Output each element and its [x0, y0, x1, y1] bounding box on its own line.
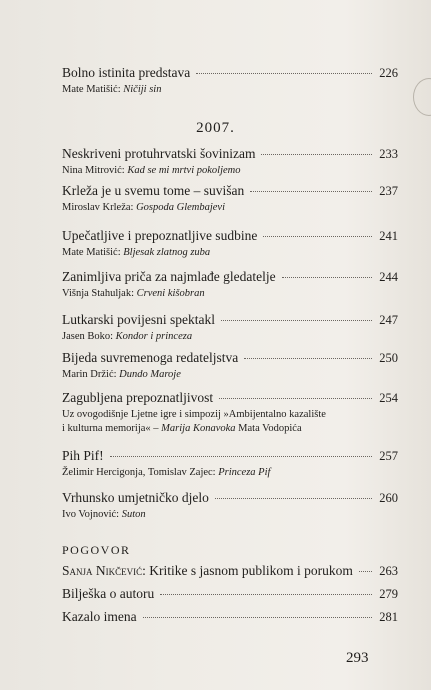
entry-work: Princeza Pif: [218, 467, 271, 478]
entry-subtitle: [62, 201, 398, 215]
entry-title: Bijeda suvremenoga redateljstva: [62, 350, 239, 365]
entry-author: Ivo Vojnović:: [62, 509, 120, 520]
year-heading: 2007.: [196, 120, 235, 136]
subtitle-text: Mata Vodopića: [235, 423, 302, 434]
toc-entry: [62, 183, 398, 215]
entry-subtitle: [62, 287, 398, 301]
entry-title: Zanimljiva priča za najmlađe gledatelje: [62, 269, 276, 284]
entry-author: Sanja Nikčević:: [62, 563, 146, 578]
entry-work: Dundo Maroje: [119, 369, 181, 380]
entry-work: Gospoda Glembajevi: [136, 202, 226, 213]
entry-page: 263: [379, 564, 398, 578]
entry-page: 260: [379, 491, 398, 505]
entry-title: Neskriveni protuhrvatski šovinizam: [62, 146, 256, 161]
entry-work: Suton: [121, 509, 146, 520]
entry-work: Bljesak zlatnog zuba: [123, 247, 211, 258]
dot-leader: [219, 398, 372, 399]
dot-leader: [359, 571, 372, 572]
dot-leader: [244, 358, 372, 359]
entry-page: 257: [379, 449, 398, 463]
entry-subtitle: [62, 408, 398, 436]
dot-leader: [215, 498, 372, 499]
dot-leader: [261, 154, 372, 155]
entry-title: Vrhunsko umjetničko djelo: [62, 490, 209, 505]
entry-title: Upečatljive i prepoznatljive sudbine: [62, 228, 258, 243]
toc-entry: [62, 65, 398, 97]
entry-title: [62, 563, 353, 579]
entry-page: 244: [379, 270, 398, 284]
dot-leader: [143, 617, 372, 618]
entry-title: Kazalo imena: [62, 609, 137, 624]
entry-page: 237: [379, 184, 398, 198]
entry-page: 281: [379, 610, 398, 624]
dot-leader: [160, 594, 372, 595]
entry-page: 279: [379, 587, 398, 601]
entry-work: Ničiji sin: [123, 84, 162, 95]
entry-subtitle: [62, 508, 398, 522]
toc-entry: [62, 448, 398, 480]
entry-title: Zagubljena prepoznatljivost: [62, 390, 214, 405]
entry-subtitle-line: [62, 422, 398, 436]
entry-title: Pih Pif!: [62, 448, 104, 463]
dot-leader: [196, 73, 372, 74]
entry-page: 250: [379, 351, 398, 365]
entry-subtitle: [62, 330, 398, 344]
entry-page: 233: [379, 147, 398, 161]
entry-title: Bilješka o autoru: [62, 586, 155, 601]
toc-entry: [62, 228, 398, 260]
dot-leader: [110, 456, 372, 457]
entry-subtitle: [62, 368, 398, 382]
entry-title-text: Kritike s jasnom publikom i porukom: [149, 563, 353, 578]
toc-entry: [62, 146, 398, 178]
entry-work: Kondor i princeza: [115, 331, 193, 342]
toc-entry: [62, 350, 398, 382]
pogovor-heading: POGOVOR: [62, 543, 131, 557]
entry-title: Bolno istinita predstava: [62, 65, 191, 80]
toc-entry: [62, 490, 398, 522]
toc-entry: [62, 312, 398, 344]
dot-leader: [250, 191, 372, 192]
toc-entry: [62, 269, 398, 301]
entry-author: Marin Držić:: [62, 369, 117, 380]
entry-page: 226: [379, 66, 398, 80]
toc-entry: [62, 586, 398, 602]
toc-entry: [62, 390, 398, 436]
entry-subtitle: [62, 246, 398, 260]
toc-entry: [62, 563, 398, 579]
entry-page: 254: [379, 391, 398, 405]
page-number: 293: [346, 650, 369, 666]
entry-subtitle-line: Uz ovogodišnje Ljetne igre i simpozij »Ambijentalno kazalište: [62, 409, 326, 420]
entry-author: Nina Mitrović:: [62, 165, 125, 176]
entry-page: 247: [379, 313, 398, 327]
entry-title: Krleža je u svemu tome – suvišan: [62, 183, 245, 198]
entry-author: Miroslav Krleža:: [62, 202, 134, 213]
toc-entry: [62, 609, 398, 625]
dot-leader: [263, 236, 372, 237]
entry-subtitle: [62, 164, 398, 178]
entry-subtitle: [62, 83, 398, 97]
entry-subtitle: [62, 466, 398, 480]
entry-author: Želimir Hercigonja, Tomislav Zajec:: [62, 467, 216, 478]
entry-page: 241: [379, 229, 398, 243]
entry-title: Lutkarski povijesni spektakl: [62, 312, 215, 327]
subtitle-text: i kulturna memorija« –: [62, 423, 162, 434]
dot-leader: [282, 277, 372, 278]
entry-work: Crveni kišobran: [136, 288, 205, 299]
entry-author: Jasen Boko:: [62, 331, 114, 342]
entry-author: Mate Matišić:: [62, 84, 121, 95]
dot-leader: [221, 320, 372, 321]
entry-work: Marija Konavoka: [161, 423, 236, 434]
page-edge-mark: [413, 78, 431, 116]
entry-author: Mate Matišić:: [62, 247, 121, 258]
entry-work: Kad se mi mrtvi pokoljemo: [127, 165, 241, 176]
entry-author: Višnja Stahuljak:: [62, 288, 134, 299]
